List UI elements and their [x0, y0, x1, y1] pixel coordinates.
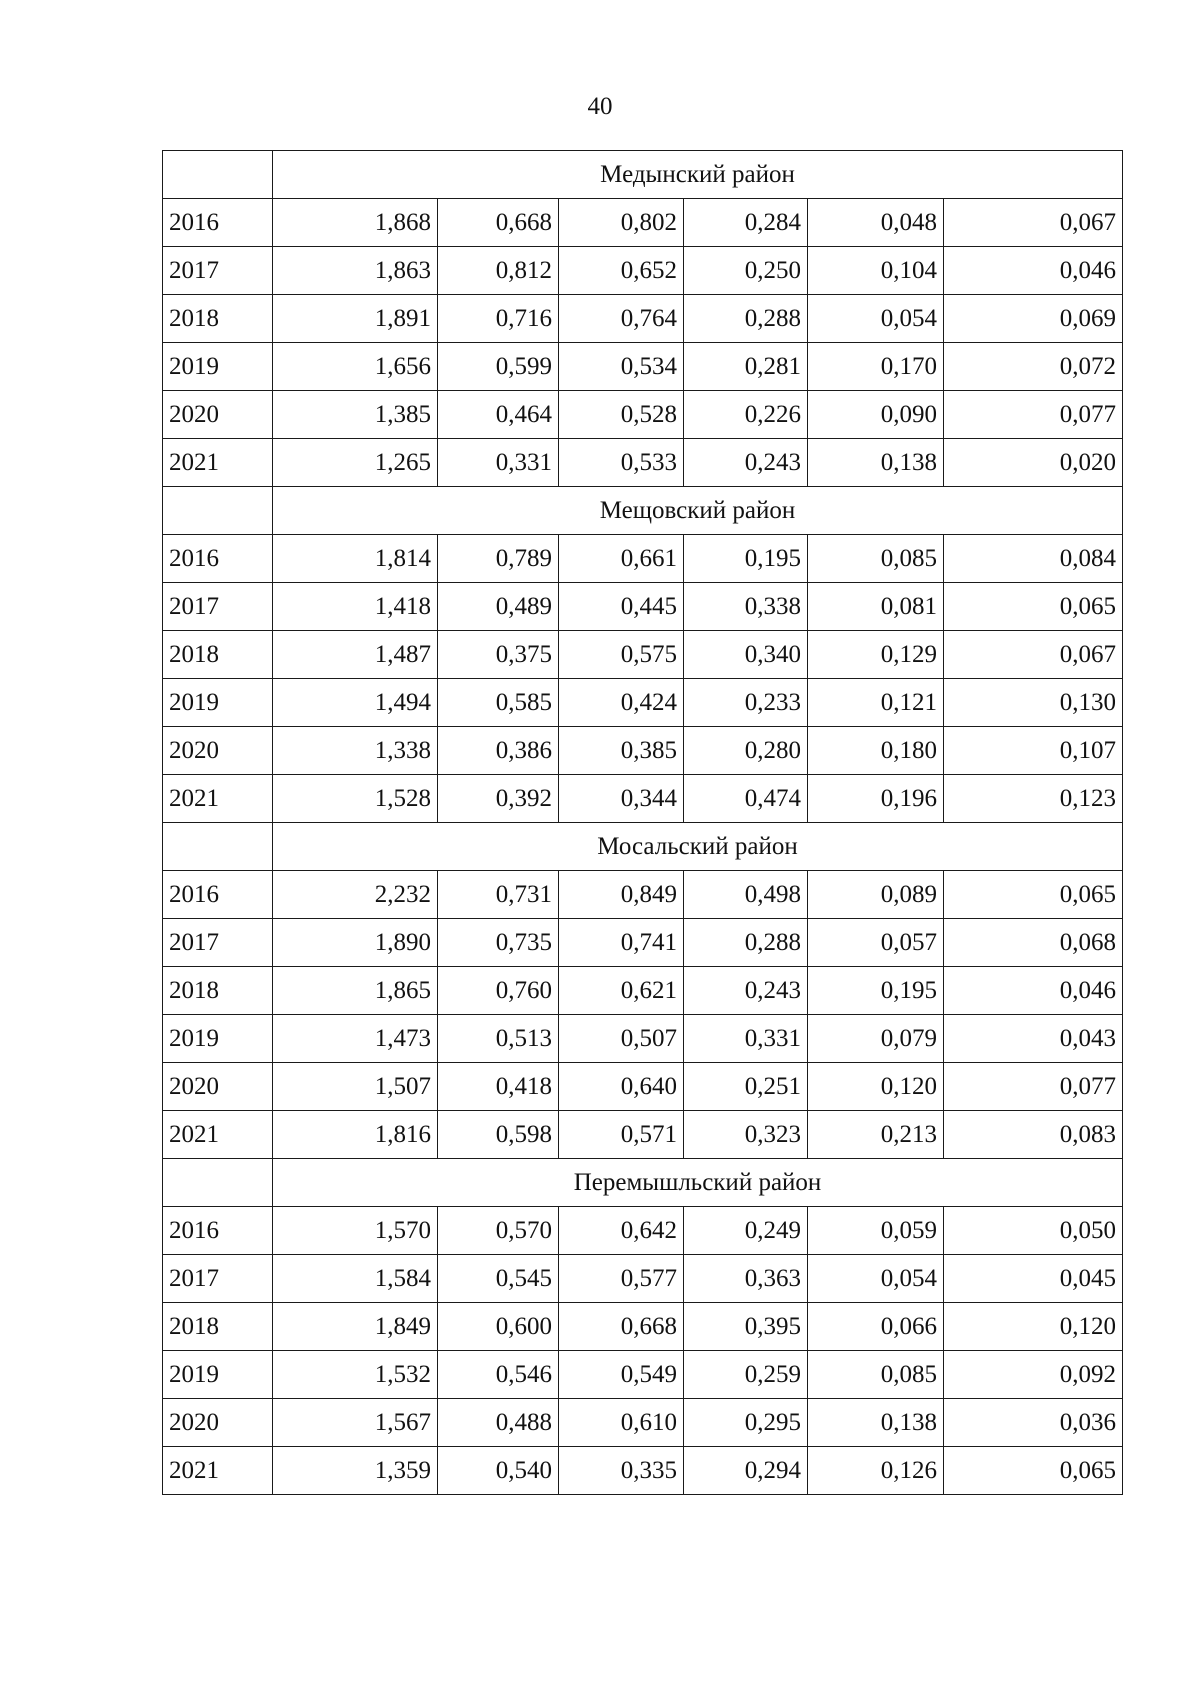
- value-cell: 0,077: [944, 1063, 1123, 1111]
- value-cell: 0,288: [684, 919, 808, 967]
- value-cell: 0,065: [944, 871, 1123, 919]
- value-cell: 0,020: [944, 439, 1123, 487]
- value-cell: 1,863: [273, 247, 438, 295]
- year-cell: 2016: [163, 199, 273, 247]
- table-row: [163, 775, 1123, 823]
- year-cell: 2017: [163, 583, 273, 631]
- value-cell: 0,284: [684, 199, 808, 247]
- value-cell: 0,089: [808, 871, 944, 919]
- value-cell: 0,610: [559, 1399, 684, 1447]
- value-cell: 0,418: [438, 1063, 559, 1111]
- year-cell: 2016: [163, 871, 273, 919]
- year-cell: 2021: [163, 439, 273, 487]
- value-cell: 0,668: [559, 1303, 684, 1351]
- value-cell: 1,584: [273, 1255, 438, 1303]
- value-cell: 1,570: [273, 1207, 438, 1255]
- value-cell: 0,213: [808, 1111, 944, 1159]
- year-cell: 2019: [163, 1015, 273, 1063]
- value-cell: 1,814: [273, 535, 438, 583]
- value-cell: 0,036: [944, 1399, 1123, 1447]
- table-row: [163, 1303, 1123, 1351]
- table-row: [163, 391, 1123, 439]
- value-cell: 1,487: [273, 631, 438, 679]
- value-cell: 0,507: [559, 1015, 684, 1063]
- value-cell: 1,507: [273, 1063, 438, 1111]
- value-cell: 0,120: [808, 1063, 944, 1111]
- district-header-blank-cell: [163, 1159, 273, 1207]
- value-cell: 0,251: [684, 1063, 808, 1111]
- value-cell: 0,575: [559, 631, 684, 679]
- value-cell: 0,488: [438, 1399, 559, 1447]
- value-cell: 1,385: [273, 391, 438, 439]
- year-cell: 2020: [163, 727, 273, 775]
- year-cell: 2019: [163, 679, 273, 727]
- table-row: [163, 727, 1123, 775]
- value-cell: 0,077: [944, 391, 1123, 439]
- value-cell: 0,195: [808, 967, 944, 1015]
- value-cell: 0,195: [684, 535, 808, 583]
- table-row: [163, 871, 1123, 919]
- year-cell: 2019: [163, 1351, 273, 1399]
- value-cell: 0,259: [684, 1351, 808, 1399]
- value-cell: 0,545: [438, 1255, 559, 1303]
- value-cell: 0,331: [684, 1015, 808, 1063]
- value-cell: 0,281: [684, 343, 808, 391]
- table-row: [163, 535, 1123, 583]
- table-row: [163, 967, 1123, 1015]
- table-row: [163, 199, 1123, 247]
- value-cell: 0,802: [559, 199, 684, 247]
- district-name: Мещовский район: [273, 487, 1123, 535]
- value-cell: 0,138: [808, 1399, 944, 1447]
- value-cell: 0,126: [808, 1447, 944, 1495]
- value-cell: 0,107: [944, 727, 1123, 775]
- value-cell: 0,464: [438, 391, 559, 439]
- value-cell: 0,243: [684, 439, 808, 487]
- value-cell: 0,652: [559, 247, 684, 295]
- table-row: [163, 1063, 1123, 1111]
- value-cell: 0,138: [808, 439, 944, 487]
- value-cell: 0,120: [944, 1303, 1123, 1351]
- value-cell: 0,344: [559, 775, 684, 823]
- table-row: [163, 1015, 1123, 1063]
- year-cell: 2016: [163, 1207, 273, 1255]
- table-row: [163, 1351, 1123, 1399]
- value-cell: 0,084: [944, 535, 1123, 583]
- value-cell: 1,849: [273, 1303, 438, 1351]
- value-cell: 0,528: [559, 391, 684, 439]
- value-cell: 0,054: [808, 1255, 944, 1303]
- value-cell: 0,668: [438, 199, 559, 247]
- value-cell: 0,445: [559, 583, 684, 631]
- page-number: 40: [587, 93, 613, 120]
- value-cell: 0,050: [944, 1207, 1123, 1255]
- value-cell: 1,656: [273, 343, 438, 391]
- value-cell: 0,065: [944, 1447, 1123, 1495]
- value-cell: 0,661: [559, 535, 684, 583]
- value-cell: 0,331: [438, 439, 559, 487]
- value-cell: 1,816: [273, 1111, 438, 1159]
- value-cell: 1,418: [273, 583, 438, 631]
- value-cell: 0,642: [559, 1207, 684, 1255]
- value-cell: 0,546: [438, 1351, 559, 1399]
- value-cell: 1,868: [273, 199, 438, 247]
- year-cell: 2020: [163, 1063, 273, 1111]
- table-row: [163, 1207, 1123, 1255]
- table-row: [163, 631, 1123, 679]
- year-cell: 2017: [163, 247, 273, 295]
- value-cell: 0,570: [438, 1207, 559, 1255]
- district-header-blank-cell: [163, 487, 273, 535]
- value-cell: 0,072: [944, 343, 1123, 391]
- value-cell: 0,129: [808, 631, 944, 679]
- value-cell: 0,760: [438, 967, 559, 1015]
- value-cell: 0,243: [684, 967, 808, 1015]
- year-cell: 2018: [163, 631, 273, 679]
- value-cell: 0,085: [808, 1351, 944, 1399]
- value-cell: 0,130: [944, 679, 1123, 727]
- value-cell: 0,340: [684, 631, 808, 679]
- district-header-row: [163, 487, 1123, 535]
- table-row: [163, 679, 1123, 727]
- value-cell: 1,359: [273, 1447, 438, 1495]
- value-cell: 0,335: [559, 1447, 684, 1495]
- value-cell: 0,489: [438, 583, 559, 631]
- value-cell: 0,640: [559, 1063, 684, 1111]
- value-cell: 0,057: [808, 919, 944, 967]
- value-cell: 0,540: [438, 1447, 559, 1495]
- year-cell: 2018: [163, 1303, 273, 1351]
- value-cell: 0,598: [438, 1111, 559, 1159]
- value-cell: 0,067: [944, 199, 1123, 247]
- value-cell: 0,716: [438, 295, 559, 343]
- table-row: [163, 295, 1123, 343]
- value-cell: 0,363: [684, 1255, 808, 1303]
- value-cell: 0,081: [808, 583, 944, 631]
- value-cell: 1,338: [273, 727, 438, 775]
- value-cell: 0,121: [808, 679, 944, 727]
- value-cell: 1,265: [273, 439, 438, 487]
- value-cell: 0,046: [944, 247, 1123, 295]
- value-cell: 0,392: [438, 775, 559, 823]
- district-header-blank-cell: [163, 151, 273, 199]
- year-cell: 2019: [163, 343, 273, 391]
- value-cell: 1,865: [273, 967, 438, 1015]
- value-cell: 0,180: [808, 727, 944, 775]
- value-cell: 1,528: [273, 775, 438, 823]
- value-cell: 0,585: [438, 679, 559, 727]
- value-cell: 0,338: [684, 583, 808, 631]
- year-cell: 2017: [163, 1255, 273, 1303]
- value-cell: 0,764: [559, 295, 684, 343]
- value-cell: 0,385: [559, 727, 684, 775]
- value-cell: 0,323: [684, 1111, 808, 1159]
- district-name: Мосальский район: [273, 823, 1123, 871]
- value-cell: 1,891: [273, 295, 438, 343]
- table-row: [163, 583, 1123, 631]
- value-cell: 1,494: [273, 679, 438, 727]
- value-cell: 0,533: [559, 439, 684, 487]
- year-cell: 2021: [163, 775, 273, 823]
- value-cell: 0,534: [559, 343, 684, 391]
- table-row: [163, 343, 1123, 391]
- value-cell: 0,069: [944, 295, 1123, 343]
- value-cell: 0,498: [684, 871, 808, 919]
- value-cell: 0,735: [438, 919, 559, 967]
- year-cell: 2018: [163, 295, 273, 343]
- year-cell: 2021: [163, 1447, 273, 1495]
- value-cell: 0,280: [684, 727, 808, 775]
- value-cell: 0,549: [559, 1351, 684, 1399]
- year-cell: 2020: [163, 391, 273, 439]
- value-cell: 0,513: [438, 1015, 559, 1063]
- value-cell: 0,079: [808, 1015, 944, 1063]
- value-cell: 0,294: [684, 1447, 808, 1495]
- value-cell: 0,250: [684, 247, 808, 295]
- table-row: [163, 1399, 1123, 1447]
- year-cell: 2016: [163, 535, 273, 583]
- table-row: [163, 439, 1123, 487]
- table-row: [163, 1255, 1123, 1303]
- table-body: [163, 151, 1123, 1495]
- district-name: Перемышльский район: [273, 1159, 1123, 1207]
- value-cell: 0,375: [438, 631, 559, 679]
- table-row: [163, 919, 1123, 967]
- value-cell: 1,532: [273, 1351, 438, 1399]
- value-cell: 0,045: [944, 1255, 1123, 1303]
- district-header-row: [163, 151, 1123, 199]
- value-cell: 0,233: [684, 679, 808, 727]
- value-cell: 0,196: [808, 775, 944, 823]
- value-cell: 0,577: [559, 1255, 684, 1303]
- district-name: Медынский район: [273, 151, 1123, 199]
- value-cell: 0,066: [808, 1303, 944, 1351]
- value-cell: 0,295: [684, 1399, 808, 1447]
- district-header-row: [163, 823, 1123, 871]
- year-cell: 2021: [163, 1111, 273, 1159]
- value-cell: 0,621: [559, 967, 684, 1015]
- value-cell: 0,741: [559, 919, 684, 967]
- value-cell: 0,789: [438, 535, 559, 583]
- table-row: [163, 247, 1123, 295]
- district-data-table: [162, 150, 1123, 1495]
- value-cell: 0,054: [808, 295, 944, 343]
- value-cell: 1,890: [273, 919, 438, 967]
- value-cell: 0,249: [684, 1207, 808, 1255]
- value-cell: 0,424: [559, 679, 684, 727]
- value-cell: 0,043: [944, 1015, 1123, 1063]
- value-cell: 0,067: [944, 631, 1123, 679]
- value-cell: 0,068: [944, 919, 1123, 967]
- value-cell: 0,395: [684, 1303, 808, 1351]
- year-cell: 2017: [163, 919, 273, 967]
- value-cell: 0,600: [438, 1303, 559, 1351]
- value-cell: 0,599: [438, 343, 559, 391]
- value-cell: 0,065: [944, 583, 1123, 631]
- value-cell: 1,473: [273, 1015, 438, 1063]
- value-cell: 0,059: [808, 1207, 944, 1255]
- value-cell: 0,226: [684, 391, 808, 439]
- value-cell: 0,288: [684, 295, 808, 343]
- value-cell: 0,048: [808, 199, 944, 247]
- value-cell: 0,083: [944, 1111, 1123, 1159]
- value-cell: 1,567: [273, 1399, 438, 1447]
- district-header-blank-cell: [163, 823, 273, 871]
- district-header-row: [163, 1159, 1123, 1207]
- value-cell: 0,571: [559, 1111, 684, 1159]
- value-cell: 0,090: [808, 391, 944, 439]
- table-row: [163, 1111, 1123, 1159]
- value-cell: 2,232: [273, 871, 438, 919]
- value-cell: 0,386: [438, 727, 559, 775]
- table-row: [163, 1447, 1123, 1495]
- value-cell: 0,104: [808, 247, 944, 295]
- year-cell: 2018: [163, 967, 273, 1015]
- value-cell: 0,046: [944, 967, 1123, 1015]
- value-cell: 0,123: [944, 775, 1123, 823]
- value-cell: 0,849: [559, 871, 684, 919]
- value-cell: 0,092: [944, 1351, 1123, 1399]
- year-cell: 2020: [163, 1399, 273, 1447]
- value-cell: 0,474: [684, 775, 808, 823]
- value-cell: 0,170: [808, 343, 944, 391]
- value-cell: 0,085: [808, 535, 944, 583]
- value-cell: 0,731: [438, 871, 559, 919]
- value-cell: 0,812: [438, 247, 559, 295]
